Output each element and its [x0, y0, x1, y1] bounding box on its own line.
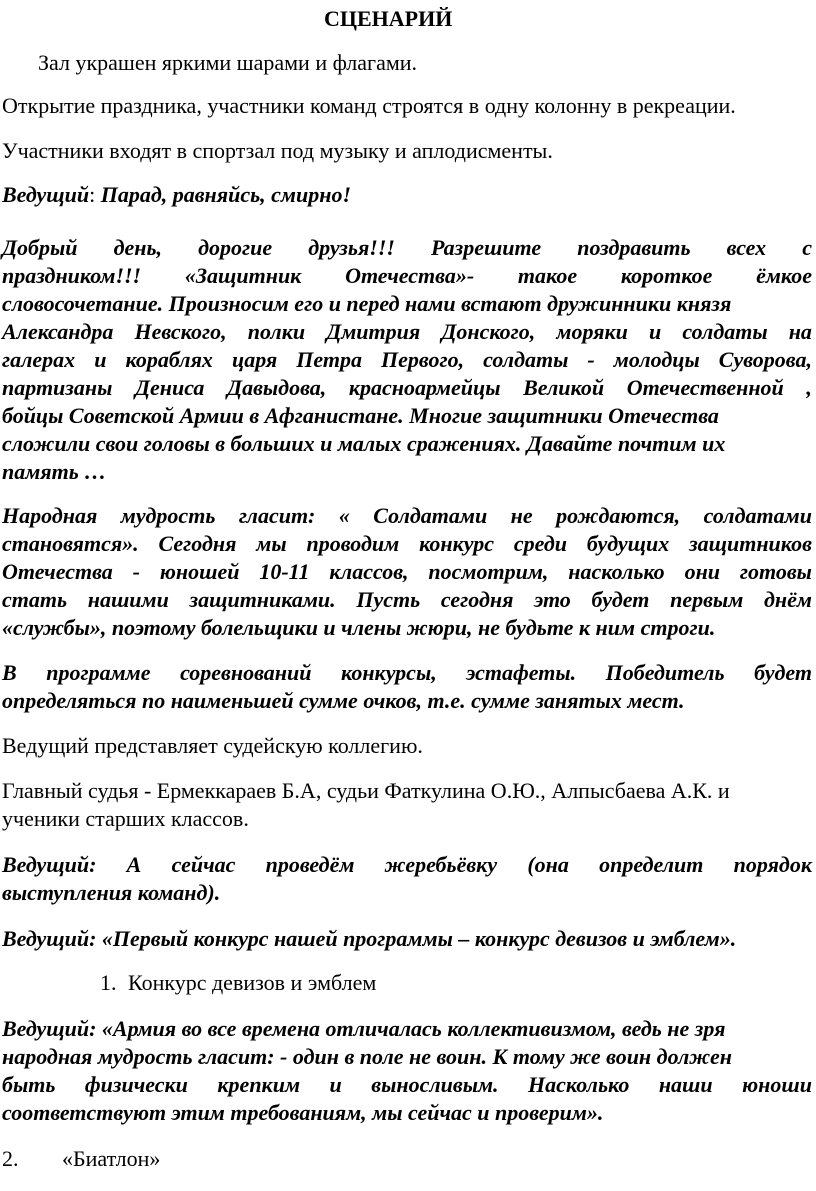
- greeting-line-4: [2, 318, 812, 346]
- word: крепким: [217, 1072, 301, 1097]
- word: мудрость: [120, 503, 216, 528]
- word: проведём: [265, 852, 355, 877]
- word: соревнований: [180, 660, 312, 685]
- word: защитниками.: [189, 587, 336, 612]
- word: Отечества»-: [345, 263, 475, 288]
- word: Давыдова,: [227, 375, 327, 400]
- word: и: [329, 1072, 342, 1097]
- word: классов,: [329, 559, 409, 584]
- word: Отечества: [2, 559, 113, 584]
- word: будущих: [586, 531, 670, 556]
- wisdom-line-4: [2, 586, 812, 614]
- word: -: [132, 559, 140, 584]
- word: друзья!!!: [308, 235, 395, 260]
- word: насколько: [568, 559, 665, 584]
- word: и: [649, 319, 662, 344]
- word: днём: [763, 587, 812, 612]
- greeting-line-7: [2, 402, 812, 430]
- word: бойцы Советской Армии в Афганистане. Многие защитники Отечества: [2, 403, 719, 428]
- word: Победитель: [605, 660, 725, 685]
- word: молодцы: [613, 347, 700, 372]
- word: физически: [84, 1072, 188, 1097]
- word: царя: [231, 347, 278, 372]
- word: программе: [46, 660, 151, 685]
- word: Разрешите: [431, 235, 542, 260]
- word: кораблях: [125, 347, 213, 372]
- word: -: [587, 347, 595, 372]
- word: проводим: [306, 531, 400, 556]
- greeting-line-8: [2, 430, 812, 458]
- word: не: [510, 503, 533, 528]
- word: (она: [527, 852, 569, 877]
- list-item-text: Конкурс девизов и эмблем: [128, 970, 377, 995]
- word: Народная: [2, 503, 98, 528]
- word: среди: [513, 531, 567, 556]
- biathlon-label: «Биатлон»: [62, 1146, 161, 1171]
- word: конкурс: [419, 531, 494, 556]
- word: Сегодня: [158, 531, 237, 556]
- word: Петра: [296, 347, 362, 372]
- word: сегодня: [440, 587, 514, 612]
- word: Дмитрия: [326, 319, 421, 344]
- document-page: СЦЕНАРИЙ Зал украшен яркими шарами и флагами. Открытие праздника, участники команд строятся в одну колонну в рекреации. Участники входят в спортзал под музыку и аплодисменты. Ведущий: Парад, равняйсь, смирно! Добрый день, дорогие друзья!!! Разрешите поздравить всех с праздником!!! «Защитник Отечества»- такое короткое ёмкое словосочетание. Произносим его и перед нами встают дружинники князя Александра Невского, полки Дмитрия Донского, моряки и солдаты на галерах и кораблях царя Петра Первого, солдаты - молодцы Суворова, партизаны Дениса Давыдова, красноармейцы Великой Отечественной , бойцы Советской Армии в Афганистане. Многие защитники Отечества сложили свои головы в больших и малых сражениях. Давайте почтим их память … Народная мудрость гласит: « Солдатами не рождаются, солдатами становятся». Сегодня мы проводим конкурс среди будущих защитников Отечества - юношей 10-11 классов, посмотрим, насколько они готовы стать нашими защитниками. Пусть сегодня это будет первым днём «службы», поэтому болельщики и члены жюри, не будьте к ним строги. В программе соревнований конкурсы, эстафеты. Победитель будет определяться по наименьшей сумме очков, т.е. сумме занятых мест. Ведущий представляет судейскую коллегию. Главный судья - Ермеккараев Б.А, судьи Фаткулина О.Ю., Алпысбаева А.К. и ученики старших классов. Ведущий: А сейчас проведём жеребьёвку (она определит порядок выступления команд). Ведущий: «Первый конкурс нашей программы – конкурс девизов и эмблем». 1. Конкурс девизов и эмблем Ведущий: «Армия во все времена отличалась коллективизмом, ведь не зря народная мудрость гласит: - один в поле не воин. К тому же воин должен быть физически крепким и выносливым. Насколько наши юноши соответствуют этим требованиям, мы сейчас и проверим». 2. «Биатлон»: [2, 6, 812, 1171]
- word: Ведущий:: [2, 852, 97, 877]
- word: Добрый: [2, 235, 78, 260]
- wisdom-line-3: [2, 558, 812, 586]
- word: Суворова,: [718, 347, 812, 372]
- word: юношей: [159, 559, 240, 584]
- word: это: [534, 587, 571, 612]
- program-line-1: [2, 659, 812, 687]
- list-number: 1.: [100, 970, 117, 995]
- word: быть: [2, 1072, 56, 1097]
- word: ,: [806, 375, 812, 400]
- word: мы: [256, 531, 287, 556]
- word: солдаты: [682, 319, 768, 344]
- word: гласит:: [238, 503, 316, 528]
- word: они: [684, 559, 721, 584]
- word: Невского,: [134, 319, 227, 344]
- word: порядок: [733, 852, 812, 877]
- word: 10-11: [259, 559, 310, 584]
- word: сейчас: [171, 852, 236, 877]
- word: и: [94, 347, 107, 372]
- title-text: СЦЕНАРИЙ: [324, 6, 453, 31]
- word: Первого,: [381, 347, 465, 372]
- word: стать: [2, 587, 68, 612]
- word: дорогие: [198, 235, 273, 260]
- word: «Защитник: [184, 263, 302, 288]
- word: Донского,: [441, 319, 536, 344]
- word: В: [2, 660, 17, 685]
- word: эстафеты.: [466, 660, 577, 685]
- word: юноши: [742, 1072, 812, 1097]
- greeting-line-1: [2, 234, 812, 262]
- greeting-line-6: [2, 374, 812, 402]
- word: становятся».: [2, 531, 139, 556]
- word: выносливым.: [371, 1072, 499, 1097]
- word: Солдатами: [373, 503, 488, 528]
- word: праздником!!!: [2, 263, 142, 288]
- word: защитников: [689, 531, 812, 556]
- word: будет: [591, 587, 650, 612]
- word: солдаты: [483, 347, 569, 372]
- word: рождаются,: [556, 503, 681, 528]
- word: готовы: [739, 559, 812, 584]
- word: «: [338, 503, 350, 528]
- word: Насколько: [528, 1072, 630, 1097]
- word: Пусть: [356, 587, 421, 612]
- word: с: [802, 235, 812, 260]
- word: всех: [726, 235, 767, 260]
- word: день,: [113, 235, 163, 260]
- word: галерах: [2, 347, 76, 372]
- word: жеребьёвку: [384, 852, 498, 877]
- word: моряки: [556, 319, 628, 344]
- word: Александра: [2, 319, 114, 344]
- word: поздравить: [577, 235, 691, 260]
- word: Отечественной: [626, 375, 784, 400]
- word: словосочетание. Произносим его и перед нами встают дружинники князя: [2, 291, 732, 316]
- word: Великой: [523, 375, 605, 400]
- wisdom-line-1: [2, 502, 812, 530]
- army-line-3: [2, 1071, 812, 1099]
- word: наши: [658, 1072, 713, 1097]
- word: конкурсы,: [341, 660, 437, 685]
- word: А: [126, 852, 142, 877]
- word: определит: [599, 852, 704, 877]
- greeting-line-5: [2, 346, 812, 374]
- word: короткое: [620, 263, 713, 288]
- greeting-line-2: [2, 262, 812, 290]
- word: первым: [670, 587, 744, 612]
- word: будет: [754, 660, 812, 685]
- word: посмотрим,: [428, 559, 549, 584]
- greeting-line-3: [2, 290, 812, 318]
- word: ёмкое: [756, 263, 812, 288]
- word: на: [788, 319, 812, 344]
- word: красноармейцы: [348, 375, 501, 400]
- word: Дениса: [134, 375, 205, 400]
- draw-line-1: [2, 851, 812, 879]
- word: солдатами: [703, 503, 812, 528]
- word: нашими: [87, 587, 169, 612]
- wisdom-line-2: [2, 530, 812, 558]
- word: сложили свои головы в больших и малых сражениях. Давайте почтим их: [2, 431, 726, 456]
- word: такое: [517, 263, 578, 288]
- word: полки: [247, 319, 306, 344]
- word: партизаны: [2, 375, 113, 400]
- biathlon-number: 2.: [2, 1146, 19, 1171]
